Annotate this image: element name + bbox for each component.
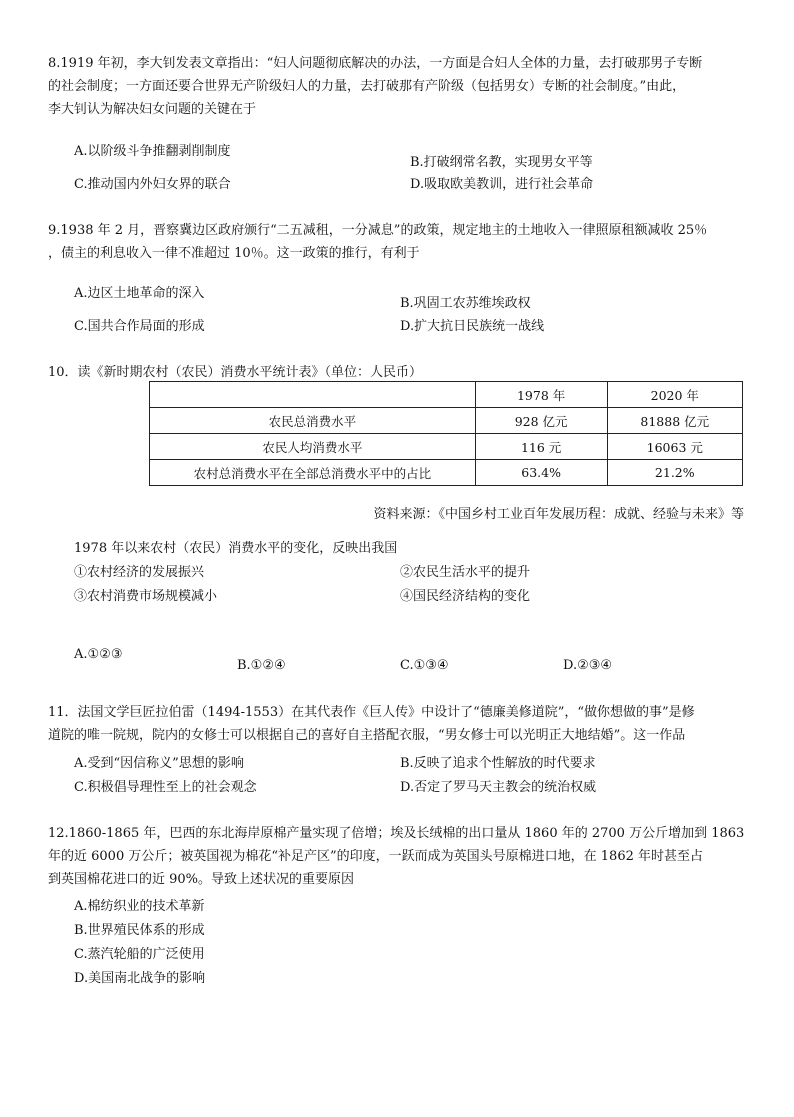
q10-stem: 1978 年以来农村（农民）消费水平的变化，反映出我国 (74, 541, 398, 556)
question-9-stem (48, 219, 748, 265)
q12-line-3: 到英国棉花进口的近 90%。导致上述状况的重要原因 (48, 872, 355, 887)
question-11-stem (48, 701, 748, 747)
q10-intro: 10．读《新时期农村（农民）消费水平统计表》（单位：人民币） (48, 365, 423, 380)
q10-source: 资料来源：《中国乡村工业百年发展历程：成就、经验与未来》等 (373, 507, 744, 522)
q11-option-d[interactable]: D.否定了罗马天主教会的统治权威 (400, 780, 597, 795)
table-cell: 928 亿元 (475, 408, 607, 434)
table-cell: 116 元 (475, 434, 607, 460)
table-header-1978: 1978 年 (475, 382, 607, 408)
question-12-stem (48, 822, 748, 891)
table-header-blank (150, 382, 476, 408)
q11-option-c[interactable]: C.积极倡导理性至上的社会观念 (74, 780, 257, 795)
table-row (150, 434, 743, 460)
q10-option-d[interactable]: D.②③④ (563, 658, 613, 673)
q10-item-4: ④国民经济结构的变化 (400, 589, 531, 604)
q10-option-c[interactable]: C.①③④ (400, 658, 449, 673)
q9-line-1: 9.1938 年 2 月，晋察冀边区政府颁行“二五减租，一分减息”的政策，规定地主的土地收入一律照原租额减收 25％ (48, 223, 708, 238)
q8-option-c[interactable]: C.推动国内外妇女界的联合 (74, 177, 231, 192)
q10-option-a[interactable]: A.①②③ (74, 647, 123, 662)
table-cell: 81888 亿元 (607, 408, 742, 434)
table-cell: 农民总消费水平 (150, 408, 476, 434)
q10-option-b[interactable]: B.①②④ (237, 658, 286, 673)
q8-line-3: 李大钊认为解决妇女问题的关键在于 (48, 102, 257, 117)
q11-line-1: 11．法国文学巨匠拉伯雷（1494-1553）在其代表作《巨人传》中设计了“德廉美修道院”，“做你想做的事”是修 (48, 705, 695, 720)
consumption-stats-table (149, 381, 743, 486)
table-cell: 63.4% (475, 460, 607, 486)
table-cell: 农村总消费水平在全部总消费水平中的占比 (150, 460, 476, 486)
q9-option-a[interactable]: A.边区土地革命的深入 (74, 286, 205, 301)
table-header-2020: 2020 年 (607, 382, 742, 408)
q8-option-b[interactable]: B.打破纲常名教，实现男女平等 (410, 155, 593, 170)
table-cell: 农民人均消费水平 (150, 434, 476, 460)
q9-option-d[interactable]: D.扩大抗日民族统一战线 (400, 319, 545, 334)
q9-option-c[interactable]: C.国共合作局面的形成 (74, 319, 205, 334)
q11-line-2: 道院的唯一院规，院内的女修士可以根据自己的喜好自主搭配衣服，“男女修士可以光明正大地结婚”。这一作品 (48, 728, 686, 743)
q9-line-2: ，债主的利息收入一律不准超过 10％。这一政策的推行，有利于 (48, 246, 420, 261)
table-cell: 16063 元 (607, 434, 742, 460)
q10-item-3: ③农村消费市场规模减小 (74, 589, 218, 604)
q9-option-b[interactable]: B.巩固工农苏维埃政权 (400, 296, 531, 311)
q12-option-a[interactable]: A.棉纺织业的技术革新 (74, 899, 205, 914)
table-row (150, 408, 743, 434)
question-8-stem (48, 52, 748, 121)
table-header-row (150, 382, 743, 408)
q12-line-1: 12.1860-1865 年，巴西的东北海岸原棉产量实现了倍增；埃及长绒棉的出口量从 1860 年的 2700 万公斤增加到 1863 (48, 826, 745, 841)
table-row (150, 460, 743, 486)
q10-item-2: ②农民生活水平的提升 (400, 565, 531, 580)
q8-line-2: 的社会制度；一方面还要合世界无产阶级妇人的力量，去打破那有产阶级（包括男女）专断的社会制度。”由此， (48, 79, 686, 94)
q8-option-a[interactable]: A.以阶级斗争推翻剥削制度 (74, 144, 231, 159)
q12-option-c[interactable]: C.蒸汽轮船的广泛使用 (74, 947, 205, 962)
q11-option-b[interactable]: B.反映了追求个性解放的时代要求 (400, 756, 596, 771)
q10-item-1: ①农村经济的发展振兴 (74, 565, 205, 580)
q8-option-d[interactable]: D.吸取欧美教训，进行社会革命 (410, 177, 594, 192)
q11-option-a[interactable]: A.受到“因信称义”思想的影响 (74, 756, 244, 771)
q12-line-2: 年的近 6000 万公斤；被英国视为棉花“补足产区”的印度，一跃而成为英国头号原棉进口地，在 1862 年时甚至占 (48, 849, 703, 864)
q8-line-1: 8.1919 年初，李大钊发表文章指出：“妇人问题彻底解决的办法，一方面是合妇人全体的力量，去打破那男子专断 (48, 56, 703, 71)
q12-option-d[interactable]: D.美国南北战争的影响 (74, 971, 206, 986)
q12-option-b[interactable]: B.世界殖民体系的形成 (74, 923, 205, 938)
table-cell: 21.2% (607, 460, 742, 486)
